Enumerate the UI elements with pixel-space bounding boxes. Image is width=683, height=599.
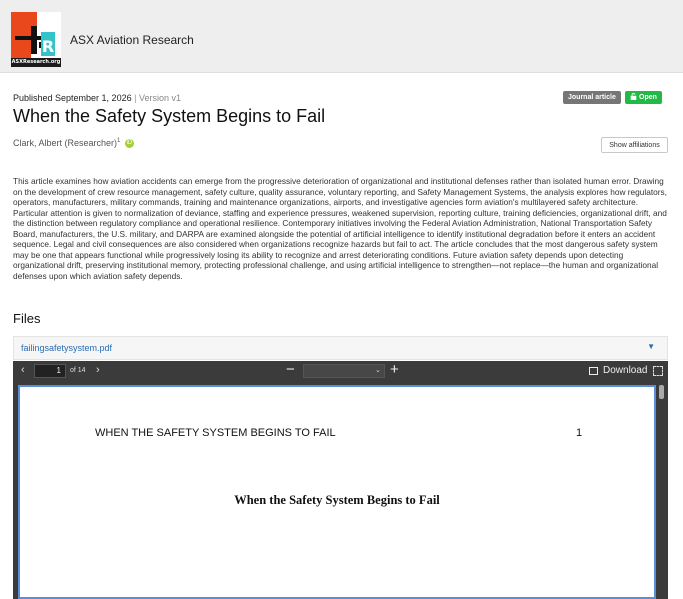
logo-text: ASXResearch.org: [11, 59, 61, 65]
zoom-chevron-icon[interactable]: ⌄: [375, 367, 381, 374]
publication-meta: [13, 93, 181, 103]
orcid-icon[interactable]: iD: [126, 140, 133, 147]
page-number-input[interactable]: 1: [34, 364, 66, 378]
author-name[interactable]: Clark, Albert (Researcher): [13, 138, 118, 148]
site-name[interactable]: ASX Aviation Research: [70, 33, 194, 47]
zoom-in-icon[interactable]: +: [390, 361, 399, 378]
pdf-page: [18, 385, 656, 599]
previous-page-icon[interactable]: ‹: [21, 364, 25, 376]
pdf-document-title: When the Safety System Begins to Fail: [234, 493, 440, 507]
author-line: [13, 138, 134, 148]
record-title: When the Safety System Begins to Fail: [13, 106, 326, 126]
zoom-out-icon[interactable]: −: [286, 361, 295, 378]
chevron-down-icon[interactable]: ▼: [647, 342, 655, 351]
access-badge: [625, 91, 662, 104]
published-date: Published September 1, 2026: [13, 93, 132, 103]
next-page-icon[interactable]: ›: [96, 364, 100, 376]
svg-text:R: R: [41, 37, 55, 56]
scrollbar-thumb[interactable]: [659, 385, 664, 399]
file-name-link[interactable]: failingsafetysystem.pdf: [21, 343, 113, 353]
viewer-scrollbar[interactable]: [658, 383, 666, 599]
file-accordion[interactable]: [13, 336, 668, 360]
download-icon[interactable]: [589, 367, 598, 375]
meta-separator: |: [134, 93, 137, 103]
download-button[interactable]: Download: [603, 365, 648, 376]
site-logo[interactable]: [11, 12, 61, 67]
abstract-text: This article examines how aviation accidents can emerge from the progressive deterioration of organizational and institutional defenses rather than isolated human error. Drawing on the development of crew resource management, safety culture, quality assurance, voluntary reporting, and Safety Management Systems, the analysis explores how regulators, operators, manufacturers, military commands, training and maintenance organizations, airports, and investigative agencies form aviation's multilayered safety architecture. Particular attention is given to normalization of deviance, staffing and experience pressures, weakened supervision, reporting culture, training deficiencies, organizational drift, and the distinction between regulatory compliance and operational resilience. Contemporary initiatives involving the Federal Aviation Administration, National Transportation Safety Board, manufacturers, the U.S. military, and DARPA are examined alongside the potential of artificial intelligence to identify institutional degradation before it enters an accident sequence. Legal and civil consequences are also considered when organizations recognize hazards but fail to act. The article concludes that the most dangerous safety system may be one that appears functional while progressively losing its ability to recognize and arrest deteriorating conditions. Future aviation safety depends upon detecting organizational drift, preserving institutional memory, protecting professional challenge, and using artificial intelligence to strengthen—not replace—the human and organizational defenses upon which aviation safety depends.: [13, 176, 667, 281]
access-label: Open: [639, 94, 657, 101]
pdf-toolbar: [13, 361, 668, 381]
pdf-running-head: WHEN THE SAFETY SYSTEM BEGINS TO FAIL: [95, 427, 336, 439]
fullscreen-icon[interactable]: [653, 366, 663, 376]
version-label: Version v1: [138, 93, 181, 103]
author-affiliation-number: 1: [117, 138, 121, 144]
zoom-select[interactable]: [303, 364, 385, 378]
files-heading: Files: [13, 311, 41, 326]
pdf-viewer: [13, 361, 668, 599]
page-count: of 14: [70, 367, 86, 374]
resource-type-badge: Journal article: [563, 91, 621, 104]
pdf-page-number: 1: [576, 427, 583, 439]
unlock-icon: [630, 93, 637, 100]
site-header: [0, 0, 683, 73]
logo-graphic: [11, 12, 61, 58]
show-affiliations-button[interactable]: Show affiliations: [601, 137, 668, 153]
